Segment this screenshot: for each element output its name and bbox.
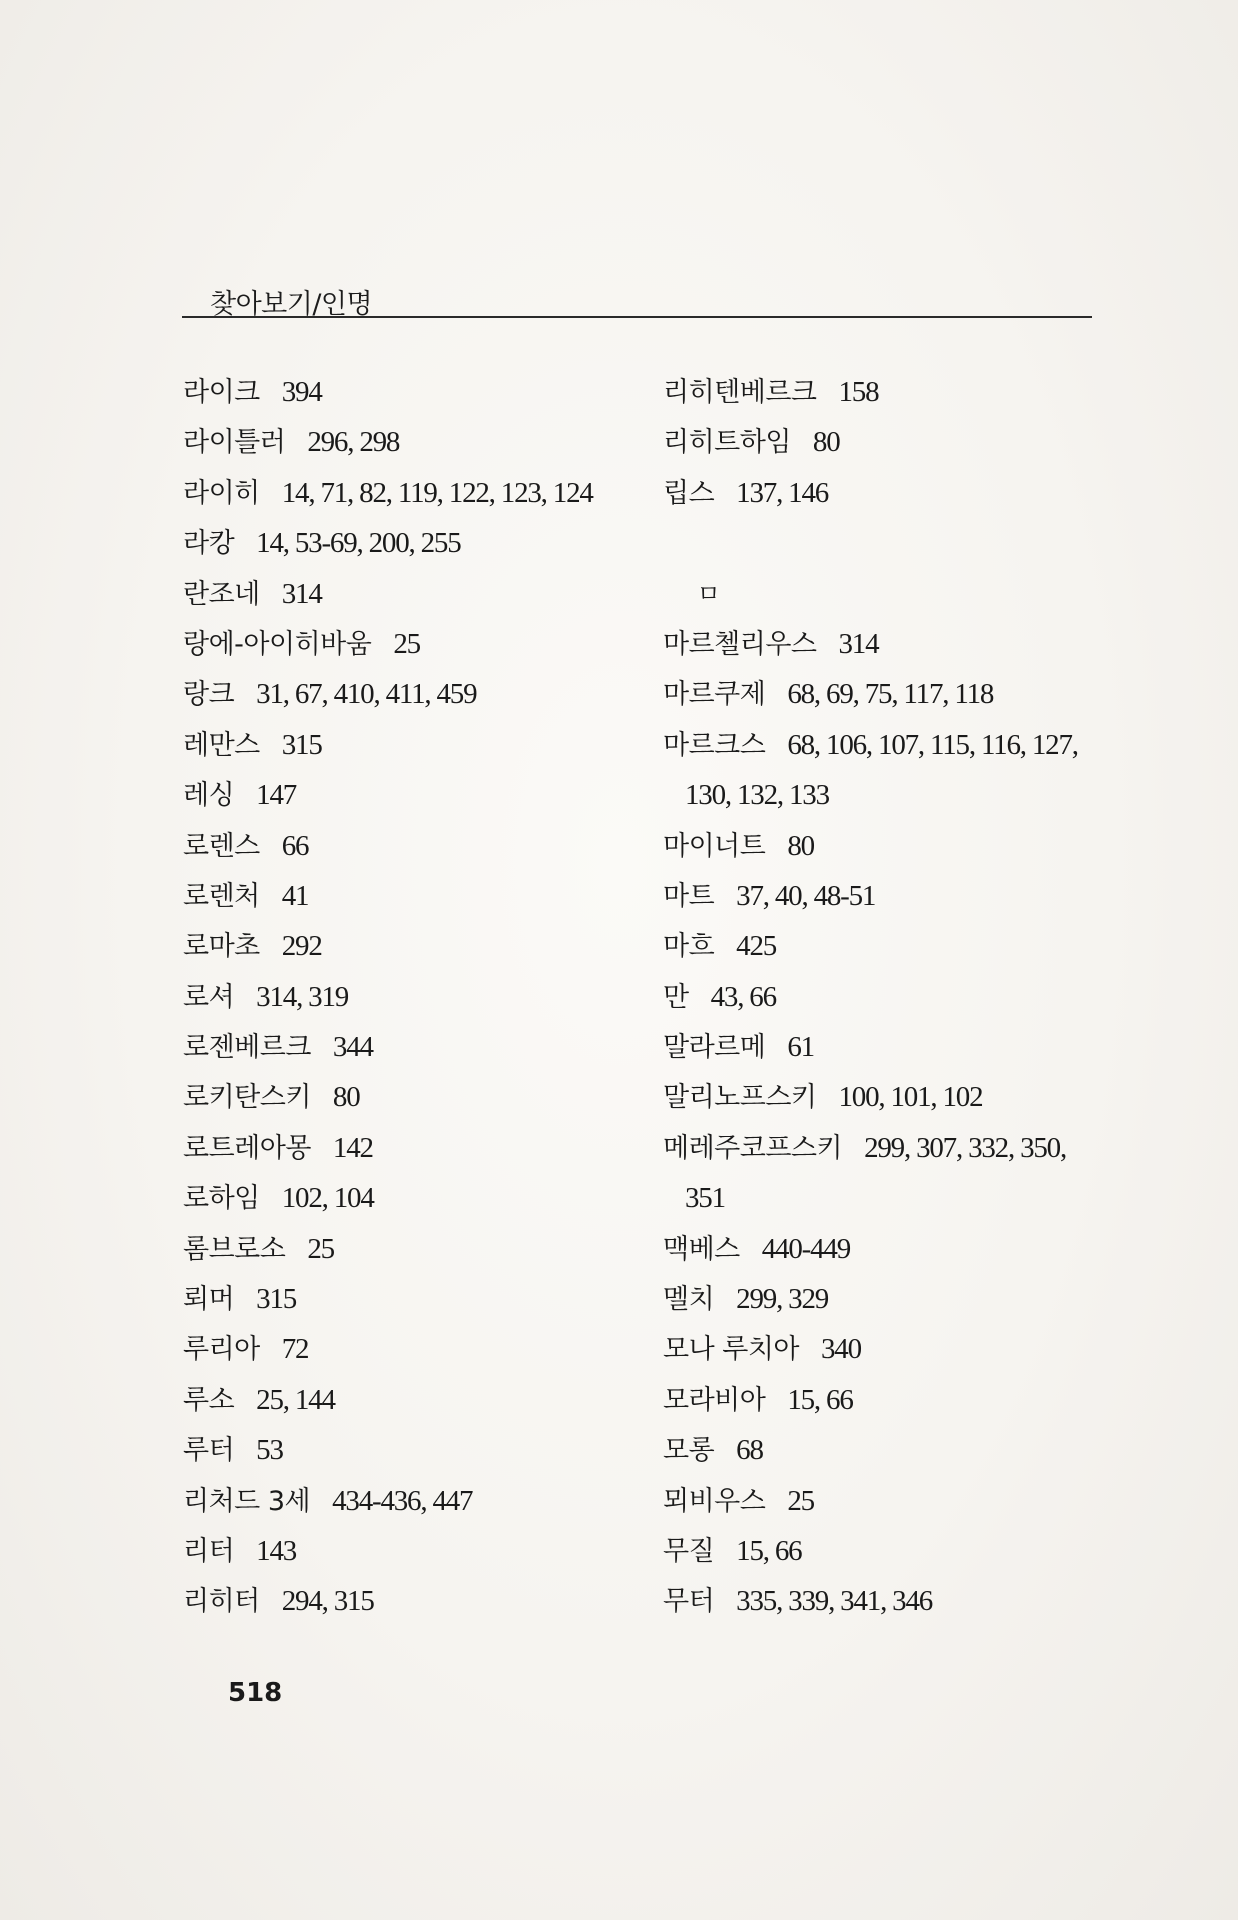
- index-entry-name: 로키탄스키: [183, 1082, 311, 1114]
- index-entry-name: 메레주코프스키: [663, 1132, 843, 1164]
- index-entry-pages: 15, 66: [736, 1534, 802, 1567]
- index-entry-pages: 25: [307, 1232, 334, 1265]
- index-entry: [663, 1078, 1133, 1128]
- index-entry: [663, 1532, 1133, 1582]
- index-entry-pages: 102, 104: [281, 1182, 374, 1215]
- index-entry-pages: 335, 339, 341, 346: [736, 1585, 933, 1618]
- index-entry-name: 맥베스: [663, 1233, 740, 1265]
- index-entry-pages: 394: [281, 376, 322, 408]
- index-entry-name: 레싱: [183, 780, 235, 812]
- index-entry: [183, 1482, 653, 1532]
- index-entry: [663, 1280, 1133, 1330]
- index-entry-pages: 31, 67, 410, 411, 459: [256, 678, 477, 711]
- index-entry-name: 로셔: [183, 981, 235, 1013]
- index-entry: [183, 524, 653, 574]
- index-entry: [663, 1330, 1133, 1380]
- index-entry-pages: 80: [812, 426, 840, 459]
- index-entry: [663, 373, 1133, 423]
- index-entry: [663, 877, 1133, 927]
- index-entry: [183, 625, 653, 675]
- index-entry-pages: 43, 66: [710, 980, 776, 1013]
- index-entry: [183, 675, 653, 725]
- index-entry-pages: 14, 71, 82, 119, 122, 123, 124: [281, 476, 593, 509]
- index-entry-pages: 440-449: [761, 1232, 851, 1265]
- index-entry-name: 랑에-아이히바움: [183, 628, 372, 660]
- index-entry-name: 루터: [183, 1435, 235, 1467]
- index-entry: [663, 827, 1133, 877]
- index-entry-name: 리히터: [183, 1586, 260, 1618]
- index-column-left: [183, 373, 653, 1633]
- index-entry-pages: 340: [821, 1333, 861, 1366]
- index-entry: [663, 474, 1133, 524]
- index-entry: [183, 1330, 653, 1380]
- index-entry-name: 마르크스: [663, 729, 766, 761]
- index-entry-name: 립스: [663, 477, 715, 509]
- index-entry-name: 루리아: [183, 1334, 260, 1366]
- index-entry: [663, 1129, 1133, 1179]
- index-spacer: [663, 524, 1133, 574]
- index-entry-pages: 68: [736, 1434, 763, 1467]
- index-entry-pages: 143: [256, 1534, 297, 1567]
- index-entry-name: 란조네: [183, 578, 260, 610]
- index-entry: [183, 1381, 653, 1431]
- index-column-right: [663, 373, 1133, 1633]
- index-entry-pages: 66: [281, 829, 309, 862]
- index-entry-name: 라이히: [183, 477, 260, 509]
- index-entry-pages: 351: [685, 1182, 725, 1215]
- index-entry-name: 멜치: [663, 1284, 715, 1316]
- index-entry: [183, 1078, 653, 1128]
- index-entry: [663, 1482, 1133, 1532]
- index-entry: [183, 1230, 653, 1280]
- index-entry-name: 라이크: [183, 377, 260, 408]
- index-entry-name: 리히텐베르크: [663, 377, 817, 408]
- index-entry-name: 마흐: [663, 931, 715, 963]
- page-header-title: 찾아보기/인명: [210, 289, 373, 320]
- index-entry-name: 리터: [183, 1535, 235, 1567]
- index-entry: [663, 625, 1133, 675]
- index-entry-name: 마르쿠제: [663, 679, 766, 711]
- index-entry-pages: 434-436, 447: [332, 1484, 473, 1517]
- index-entry-pages: 425: [736, 930, 777, 963]
- index-entry-pages: 142: [332, 1131, 373, 1164]
- index-entry-name: 로하임: [183, 1183, 260, 1215]
- index-entry-name: 무질: [663, 1535, 715, 1567]
- index-entry: [183, 1431, 653, 1481]
- index-entry: [183, 1582, 653, 1632]
- index-entry-pages: 25, 144: [256, 1383, 335, 1416]
- index-entry: [183, 1280, 653, 1330]
- index-entry-name: 무터: [663, 1586, 715, 1618]
- index-entry: [663, 1230, 1133, 1280]
- index-entry-pages: 299, 307, 332, 350,: [864, 1131, 1067, 1164]
- index-entry-pages: 68, 69, 75, 117, 118: [787, 678, 994, 711]
- index-entry: [183, 827, 653, 877]
- index-entry-pages: 314: [281, 577, 322, 610]
- index-entry: [663, 927, 1133, 977]
- index-entry-name: 만: [663, 981, 689, 1013]
- index-entry-pages: 68, 106, 107, 115, 116, 127,: [787, 728, 1078, 761]
- index-entry: [663, 1431, 1133, 1481]
- index-entry-name: 모라비아: [663, 1384, 766, 1416]
- index-entry-name: 랑크: [183, 679, 235, 711]
- index-entry-name: 루소: [183, 1384, 235, 1416]
- index-entry-pages: 314: [838, 627, 879, 660]
- index-entry-name: 라이틀러: [183, 427, 286, 459]
- index-entry-continuation: [663, 776, 1133, 826]
- index-entry-name: 로렌처: [183, 880, 260, 912]
- index-entry-name: 로마초: [183, 931, 260, 963]
- index-entry: [183, 575, 653, 625]
- index-entry-name: 마트: [663, 880, 715, 912]
- index-entry: [183, 474, 653, 524]
- index-entry-name: 모롱: [663, 1435, 715, 1467]
- index-entry-pages: 53: [256, 1434, 283, 1467]
- index-entry: [663, 726, 1133, 776]
- index-entry-name: 리히트하임: [663, 427, 791, 459]
- index-entry: [183, 1179, 653, 1229]
- index-entry-pages: 15, 66: [787, 1383, 853, 1416]
- index-entry: [183, 1129, 653, 1179]
- index-entry: [183, 1532, 653, 1582]
- index-entry-name: 로젠베르크: [183, 1032, 311, 1064]
- index-entry-pages: 137, 146: [736, 476, 829, 509]
- index-entry-pages: 100, 101, 102: [838, 1081, 983, 1114]
- index-entry: [183, 776, 653, 826]
- index-entry-name: 마르첼리우스: [663, 628, 817, 660]
- index-entry: [183, 373, 653, 423]
- index-entry-name: 로트레아몽: [183, 1132, 311, 1164]
- index-entry-pages: 314, 319: [256, 980, 349, 1013]
- index-entry-name: 모나 루치아: [663, 1334, 799, 1366]
- index-entry-pages: 25: [393, 627, 420, 660]
- index-entry-name: 뢰머: [183, 1284, 235, 1316]
- index-entry: [183, 927, 653, 977]
- index-entry-continuation: [663, 1179, 1133, 1229]
- index-entry-name: 라캉: [183, 528, 235, 560]
- index-entry-name: 레만스: [183, 729, 260, 761]
- index-entry-name: 롬브로소: [183, 1233, 286, 1265]
- index-entry-pages: 344: [332, 1031, 373, 1064]
- header-rule: [182, 316, 1092, 318]
- index-entry-pages: 25: [787, 1484, 814, 1517]
- index-entry-pages: 41: [281, 879, 309, 912]
- index-entry-name: 말리노프스키: [663, 1082, 817, 1114]
- index-entry-pages: 158: [838, 376, 879, 408]
- index-entry: [663, 1381, 1133, 1431]
- index-entry-pages: 80: [787, 829, 814, 862]
- index-entry-pages: 14, 53-69, 200, 255: [256, 527, 461, 560]
- index-entry-pages: 37, 40, 48-51: [736, 879, 876, 912]
- index-entry: [183, 1028, 653, 1078]
- index-entry-pages: 294, 315: [281, 1585, 374, 1618]
- index-entry: [183, 423, 653, 473]
- index-entry: [663, 1582, 1133, 1632]
- index-entry-pages: 72: [281, 1333, 309, 1366]
- index-entry-name: 리처드 3세: [183, 1485, 311, 1517]
- index-entry-pages: 61: [787, 1031, 814, 1064]
- page-number: 518: [228, 1678, 283, 1708]
- index-entry: [183, 978, 653, 1028]
- index-entry-pages: 315: [281, 728, 322, 761]
- index-entry: [183, 726, 653, 776]
- index-entry: [663, 978, 1133, 1028]
- index-entry: [663, 1028, 1133, 1078]
- index-entry-name: 마이너트: [663, 830, 766, 862]
- index-entry-pages: 299, 329: [736, 1283, 829, 1316]
- index-entry-pages: 315: [256, 1283, 297, 1316]
- index-entry-name: 말라르메: [663, 1032, 766, 1064]
- index-entry: [663, 675, 1133, 725]
- index-entry: [663, 423, 1133, 473]
- index-entry-pages: 80: [332, 1081, 360, 1114]
- index-entry-pages: 130, 132, 133: [685, 779, 829, 812]
- index-entry-name: 뫼비우스: [663, 1485, 766, 1517]
- index-entry-pages: 296, 298: [307, 426, 400, 459]
- index-section-heading: ㅁ: [697, 579, 720, 608]
- index-entry: [183, 877, 653, 927]
- index-entry-pages: 147: [256, 779, 297, 812]
- index-entry-name: 로렌스: [183, 830, 260, 862]
- index-entry-pages: 292: [281, 930, 322, 963]
